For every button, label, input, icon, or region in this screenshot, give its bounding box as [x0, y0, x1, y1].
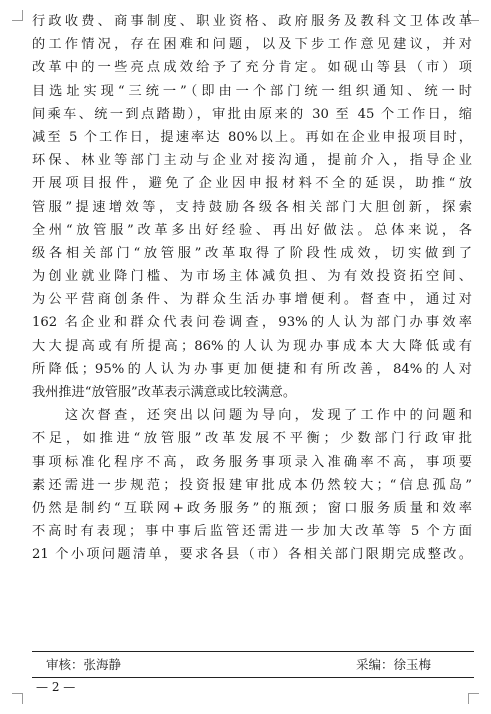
text-line: 级各相关部门“放管服”改革取得了阶段性成效，切实做到了 [32, 245, 472, 261]
footer-reviewer [46, 656, 121, 674]
text-line: 事项标准化程序不高，政务服务事项录入准确率不高，事项要 [32, 454, 472, 470]
text-line: 素还需进一步规范；投资报建审批成本仍然较大；“信息孤岛” [32, 477, 472, 493]
footer-editor [356, 656, 431, 674]
text-line: 我州推进“放管服”改革表示满意或比较满意。 [32, 385, 297, 400]
text-line: 为公平营商创条件、为群众生活办事增便利。督查中，通过对 [32, 292, 472, 308]
text-line: 间乘车、统一到点踏勘），审批由原来的 30 至 45 个工作日，缩 [32, 106, 472, 122]
crop-mark-top-left [12, 10, 23, 21]
text-line: 162 名企业和群众代表问卷调查，93%的人认为部门办事效率 [32, 315, 472, 331]
text-line: 仍然是制约“互联网+政务服务”的瓶颈；窗口服务质量和效率 [32, 500, 472, 516]
document-body [32, 10, 472, 567]
reviewer-name: 张海静 [83, 657, 122, 672]
text-line: 改革中的一些亮点成效给予了充分肯定。如砚山等县（市）项 [32, 60, 472, 76]
footer-bottom-rule [32, 677, 474, 678]
text-line: 为创业就业降门槛、为市场主体减负担、为有效投资拓空间、 [32, 269, 472, 285]
editor-name: 徐玉梅 [393, 657, 432, 672]
crop-mark-bottom-left [12, 693, 23, 704]
paragraph-achievements [32, 10, 472, 404]
text-line: 不高时有表现；事中事后监管还需进一步加大改革等 5 个方面 [32, 524, 472, 540]
text-line: 全州“放管服”改革多出好经验、再出好做法。总体来说，各 [32, 222, 472, 238]
reviewer-label: 审核： [46, 657, 84, 672]
footer-top-rule [32, 651, 474, 652]
text-line: 管服”提速增效等，支持鼓励各级各相关部门大胆创新，探索 [32, 199, 472, 215]
paragraph-problems [32, 404, 472, 566]
text-line: 行政收费、商事制度、职业资格、政府服务及教科文卫体改革 [32, 14, 472, 29]
text-line: 所降低；95%的人认为办事更加便捷和有所改善，84%的人对 [32, 361, 472, 377]
text-line: 不足，如推进“放管服”改革发展不平衡；少数部门行政审批 [32, 431, 472, 447]
text-line: 减至 5 个工作日，提速率达 80%以上。再如在企业申报项目时， [32, 129, 472, 145]
text-line: 环保、林业等部门主动与企业对接沟通，提前介入，指导企业 [32, 153, 472, 169]
text-line: 开展项目报件，避免了企业因申报材料不全的延误，助推“放 [32, 176, 472, 192]
crop-mark-bottom-right [468, 693, 479, 704]
text-line: 大大提高或有所提高；86%的人认为现办事成本大大降低或有 [32, 338, 472, 354]
text-line: 这次督查，还突出以问题为导向，发现了工作中的问题和 [32, 408, 472, 424]
text-line: 目选址实现“三统一”（即由一个部门统一组织通知、统一时 [32, 83, 472, 99]
page-number: — 2 — [36, 680, 76, 694]
text-line: 21 个小项问题清单，要求各县（市）各相关部门限期完成整改。 [32, 547, 472, 563]
text-line: 的工作情况，存在困难和问题，以及下步工作意见建议，并对 [32, 37, 472, 53]
editor-label: 采编： [356, 657, 394, 672]
